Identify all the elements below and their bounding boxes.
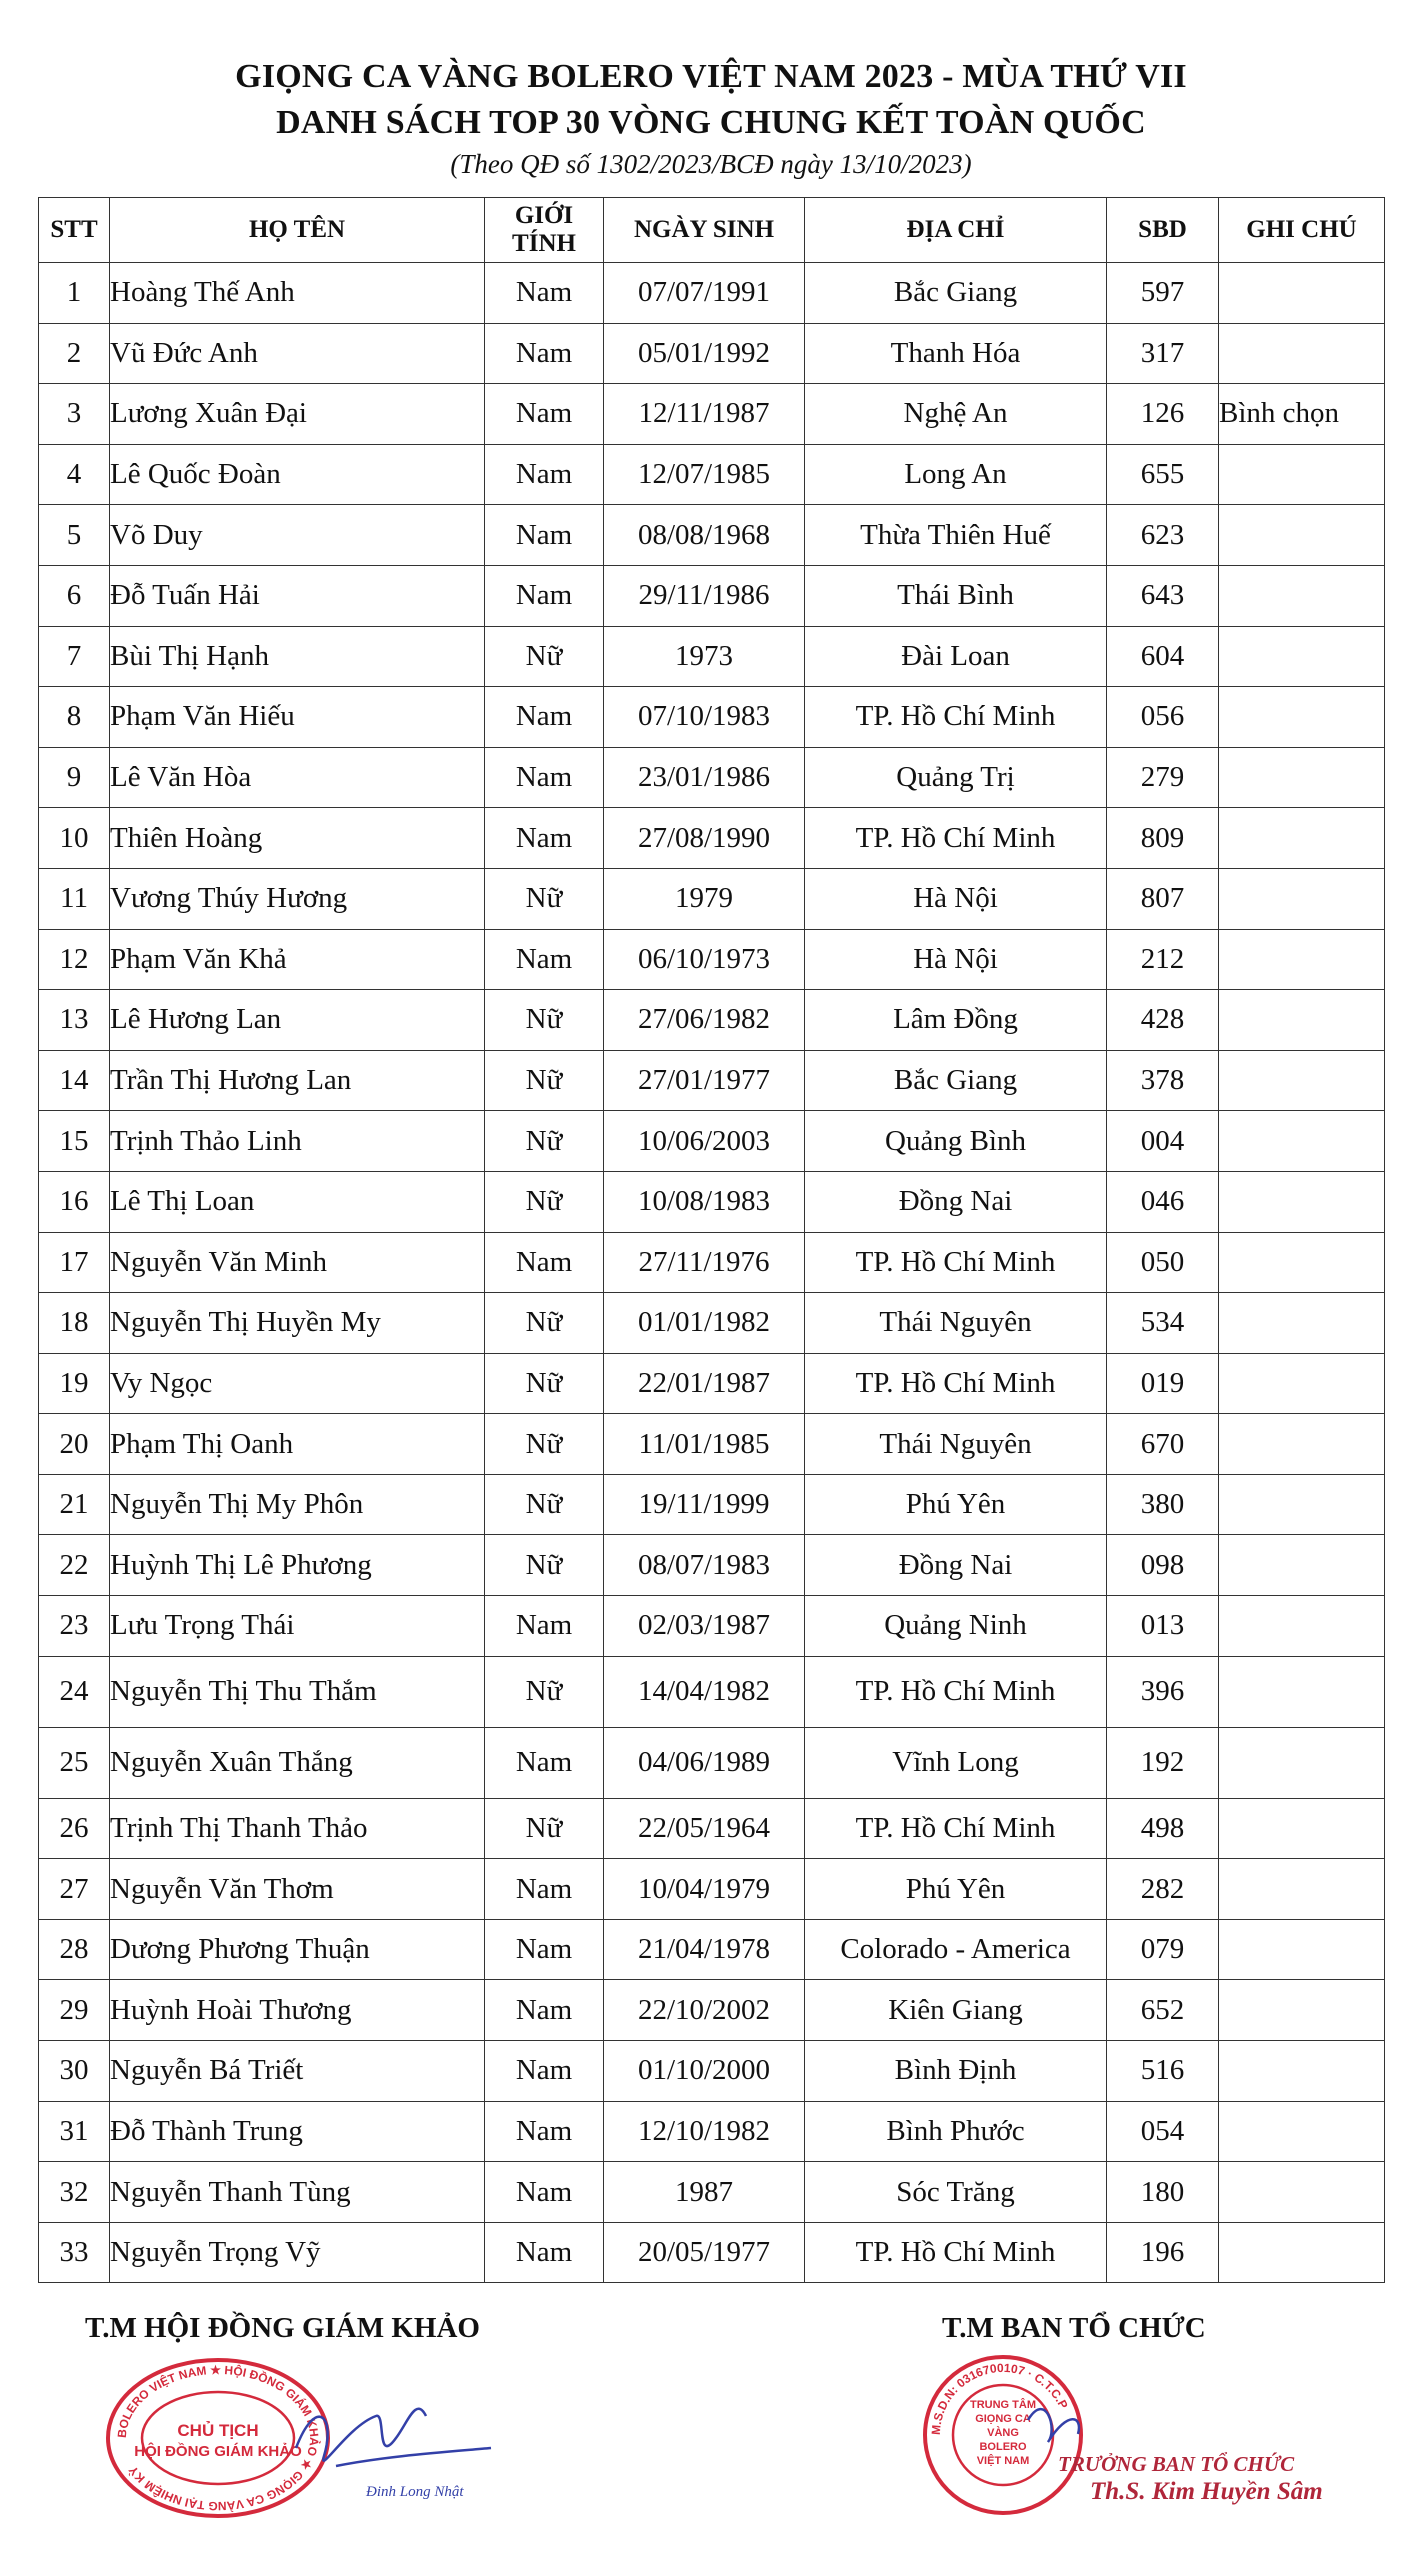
- table-row: [39, 1535, 1385, 1596]
- cell-sbd: 498: [1107, 1798, 1219, 1859]
- cell-name: Trần Thị Hương Lan: [110, 1050, 485, 1111]
- table-row: [39, 1414, 1385, 1475]
- cell-name: Đỗ Thành Trung: [110, 2101, 485, 2162]
- cell-name: Nguyễn Thị Huyền My: [110, 1293, 485, 1354]
- table-row: [39, 1293, 1385, 1354]
- cell-stt: 25: [39, 1727, 110, 1798]
- cell-dob: 20/05/1977: [604, 2222, 805, 2283]
- cell-stt: 10: [39, 808, 110, 869]
- cell-note: [1219, 1727, 1385, 1798]
- jury-seal-center-line2: HỘI ĐỒNG GIÁM KHẢO: [134, 2443, 302, 2460]
- cell-dob: 14/04/1982: [604, 1656, 805, 1727]
- cell-note: [1219, 1293, 1385, 1354]
- cell-sbd: 056: [1107, 687, 1219, 748]
- cell-note: [1219, 1919, 1385, 1980]
- cell-sbd: 643: [1107, 565, 1219, 626]
- column-header-stt: STT: [39, 198, 110, 263]
- cell-sbd: 623: [1107, 505, 1219, 566]
- cell-name: Nguyễn Trọng Vỹ: [110, 2222, 485, 2283]
- cell-note: Bình chọn: [1219, 384, 1385, 445]
- cell-dob: 21/04/1978: [604, 1919, 805, 1980]
- cell-stt: 5: [39, 505, 110, 566]
- cell-dob: 22/10/2002: [604, 1980, 805, 2041]
- cell-name: Bùi Thị Hạnh: [110, 626, 485, 687]
- cell-stt: 1: [39, 263, 110, 324]
- cell-stt: 8: [39, 687, 110, 748]
- column-header-sbd: SBD: [1107, 198, 1219, 263]
- cell-gender: Nam: [485, 2222, 604, 2283]
- cell-dob: 02/03/1987: [604, 1596, 805, 1657]
- table-row: [39, 2222, 1385, 2283]
- cell-note: [1219, 868, 1385, 929]
- column-header-note: GHI CHÚ: [1219, 198, 1385, 263]
- cell-stt: 21: [39, 1474, 110, 1535]
- cell-address: Đồng Nai: [805, 1535, 1107, 1596]
- table-row: [39, 1596, 1385, 1657]
- cell-dob: 12/11/1987: [604, 384, 805, 445]
- document-subtitle-list: DANH SÁCH TOP 30 VÒNG CHUNG KẾT TOÀN QUỐC: [276, 104, 1146, 141]
- cell-name: Dương Phương Thuận: [110, 1919, 485, 1980]
- table-row: [39, 505, 1385, 566]
- table-row: [39, 1859, 1385, 1920]
- cell-address: Bắc Giang: [805, 263, 1107, 324]
- cell-dob: 1979: [604, 868, 805, 929]
- cell-sbd: 212: [1107, 929, 1219, 990]
- jury-seal-ring-text: BOLERO VIỆT NAM ★ HỘI ĐỒNG GIÁM KHẢO ★ GIỌNG CA VÀNG TẠI NHIỆM KỲ: [114, 2362, 322, 2514]
- organizer-seal-center-line: VIỆT NAM: [976, 2455, 1030, 2467]
- jury-signature-caption: Đinh Long Nhật: [366, 2484, 464, 2500]
- cell-gender: Nam: [485, 1980, 604, 2041]
- cell-dob: 07/10/1983: [604, 687, 805, 748]
- table-row: [39, 2041, 1385, 2102]
- cell-gender: Nữ: [485, 1656, 604, 1727]
- cell-gender: Nam: [485, 2162, 604, 2223]
- cell-stt: 4: [39, 444, 110, 505]
- cell-address: TP. Hồ Chí Minh: [805, 1656, 1107, 1727]
- cell-name: Huỳnh Thị Lê Phương: [110, 1535, 485, 1596]
- cell-gender: Nam: [485, 929, 604, 990]
- cell-sbd: 380: [1107, 1474, 1219, 1535]
- organizer-signer-name: Th.S. Kim Huyền Sâm: [1090, 2478, 1323, 2505]
- cell-name: Lê Hương Lan: [110, 990, 485, 1051]
- column-header-name: HỌ TÊN: [110, 198, 485, 263]
- cell-dob: 06/10/1973: [604, 929, 805, 990]
- cell-name: Lưu Trọng Thái: [110, 1596, 485, 1657]
- cell-stt: 15: [39, 1111, 110, 1172]
- cell-note: [1219, 1414, 1385, 1475]
- cell-gender: Nam: [485, 2041, 604, 2102]
- cell-note: [1219, 1535, 1385, 1596]
- cell-gender: Nam: [485, 323, 604, 384]
- cell-name: Vũ Đức Anh: [110, 323, 485, 384]
- cell-sbd: 670: [1107, 1414, 1219, 1475]
- cell-stt: 18: [39, 1293, 110, 1354]
- cell-gender: Nam: [485, 1859, 604, 1920]
- cell-sbd: 019: [1107, 1353, 1219, 1414]
- cell-dob: 10/08/1983: [604, 1171, 805, 1232]
- cell-sbd: 126: [1107, 384, 1219, 445]
- table-row: [39, 2101, 1385, 2162]
- cell-dob: 23/01/1986: [604, 747, 805, 808]
- cell-note: [1219, 1798, 1385, 1859]
- cell-stt: 26: [39, 1798, 110, 1859]
- contestant-table: [38, 197, 1385, 2283]
- cell-gender: Nữ: [485, 1798, 604, 1859]
- column-header-address: ĐỊA CHỈ: [805, 198, 1107, 263]
- cell-dob: 11/01/1985: [604, 1414, 805, 1475]
- cell-note: [1219, 1980, 1385, 2041]
- cell-sbd: 004: [1107, 1111, 1219, 1172]
- cell-gender: Nữ: [485, 1474, 604, 1535]
- jury-seal-stamp: [86, 2356, 506, 2526]
- cell-name: Phạm Văn Khả: [110, 929, 485, 990]
- cell-address: Phú Yên: [805, 1859, 1107, 1920]
- table-row: [39, 687, 1385, 748]
- cell-dob: 22/05/1964: [604, 1798, 805, 1859]
- cell-note: [1219, 2041, 1385, 2102]
- cell-gender: Nữ: [485, 1050, 604, 1111]
- cell-stt: 2: [39, 323, 110, 384]
- cell-note: [1219, 687, 1385, 748]
- cell-gender: Nữ: [485, 990, 604, 1051]
- cell-stt: 13: [39, 990, 110, 1051]
- column-header-gender: [485, 198, 604, 263]
- cell-stt: 12: [39, 929, 110, 990]
- cell-gender: Nam: [485, 808, 604, 869]
- cell-note: [1219, 1859, 1385, 1920]
- cell-address: Kiên Giang: [805, 1980, 1107, 2041]
- decision-reference: (Theo QĐ số 1302/2023/BCĐ ngày 13/10/2023): [450, 149, 972, 179]
- cell-address: Lâm Đồng: [805, 990, 1107, 1051]
- cell-name: Lương Xuân Đại: [110, 384, 485, 445]
- cell-stt: 17: [39, 1232, 110, 1293]
- cell-dob: 27/01/1977: [604, 1050, 805, 1111]
- cell-name: Nguyễn Xuân Thắng: [110, 1727, 485, 1798]
- cell-stt: 3: [39, 384, 110, 445]
- table-header-row: [39, 198, 1385, 263]
- cell-gender: Nữ: [485, 1414, 604, 1475]
- cell-gender: Nam: [485, 1596, 604, 1657]
- cell-gender: Nữ: [485, 1293, 604, 1354]
- cell-address: Thừa Thiên Huế: [805, 505, 1107, 566]
- cell-note: [1219, 505, 1385, 566]
- cell-stt: 16: [39, 1171, 110, 1232]
- cell-sbd: 807: [1107, 868, 1219, 929]
- table-row: [39, 626, 1385, 687]
- cell-dob: 07/07/1991: [604, 263, 805, 324]
- table-row: [39, 929, 1385, 990]
- cell-dob: 27/08/1990: [604, 808, 805, 869]
- table-row: [39, 1474, 1385, 1535]
- cell-gender: Nữ: [485, 1111, 604, 1172]
- cell-dob: 27/06/1982: [604, 990, 805, 1051]
- cell-gender: Nam: [485, 1232, 604, 1293]
- cell-dob: 01/01/1982: [604, 1293, 805, 1354]
- cell-sbd: 652: [1107, 1980, 1219, 2041]
- cell-address: Hà Nội: [805, 929, 1107, 990]
- cell-dob: 19/11/1999: [604, 1474, 805, 1535]
- cell-name: Thiên Hoàng: [110, 808, 485, 869]
- cell-stt: 9: [39, 747, 110, 808]
- cell-address: Quảng Ninh: [805, 1596, 1107, 1657]
- cell-gender: Nữ: [485, 626, 604, 687]
- cell-stt: 19: [39, 1353, 110, 1414]
- cell-note: [1219, 323, 1385, 384]
- cell-name: Trịnh Thảo Linh: [110, 1111, 485, 1172]
- cell-name: Võ Duy: [110, 505, 485, 566]
- cell-note: [1219, 2222, 1385, 2283]
- cell-name: Nguyễn Thị My Phôn: [110, 1474, 485, 1535]
- cell-name: Lê Thị Loan: [110, 1171, 485, 1232]
- cell-address: TP. Hồ Chí Minh: [805, 2222, 1107, 2283]
- cell-name: Trịnh Thị Thanh Thảo: [110, 1798, 485, 1859]
- cell-stt: 20: [39, 1414, 110, 1475]
- cell-dob: 1973: [604, 626, 805, 687]
- table-row: [39, 1171, 1385, 1232]
- cell-address: Sóc Trăng: [805, 2162, 1107, 2223]
- cell-dob: 08/08/1968: [604, 505, 805, 566]
- table-row: [39, 1919, 1385, 1980]
- cell-address: Quảng Trị: [805, 747, 1107, 808]
- cell-sbd: 054: [1107, 2101, 1219, 2162]
- cell-name: Nguyễn Văn Minh: [110, 1232, 485, 1293]
- cell-sbd: 396: [1107, 1656, 1219, 1727]
- table-row: [39, 263, 1385, 324]
- cell-name: Nguyễn Thanh Tùng: [110, 2162, 485, 2223]
- cell-address: Bình Định: [805, 2041, 1107, 2102]
- cell-stt: 29: [39, 1980, 110, 2041]
- cell-sbd: 516: [1107, 2041, 1219, 2102]
- cell-sbd: 013: [1107, 1596, 1219, 1657]
- cell-address: Quảng Bình: [805, 1111, 1107, 1172]
- table-row: [39, 1980, 1385, 2041]
- cell-address: Thái Nguyên: [805, 1293, 1107, 1354]
- cell-stt: 23: [39, 1596, 110, 1657]
- cell-note: [1219, 263, 1385, 324]
- cell-address: Bình Phước: [805, 2101, 1107, 2162]
- cell-dob: 05/01/1992: [604, 323, 805, 384]
- cell-name: Lê Quốc Đoàn: [110, 444, 485, 505]
- cell-note: [1219, 626, 1385, 687]
- cell-sbd: 604: [1107, 626, 1219, 687]
- cell-address: TP. Hồ Chí Minh: [805, 687, 1107, 748]
- cell-gender: Nữ: [485, 1171, 604, 1232]
- cell-sbd: 079: [1107, 1919, 1219, 1980]
- cell-note: [1219, 1111, 1385, 1172]
- table-row: [39, 1798, 1385, 1859]
- cell-note: [1219, 929, 1385, 990]
- cell-dob: 10/06/2003: [604, 1111, 805, 1172]
- table-row: [39, 990, 1385, 1051]
- table-row: [39, 1656, 1385, 1727]
- cell-note: [1219, 1353, 1385, 1414]
- cell-dob: 22/01/1987: [604, 1353, 805, 1414]
- cell-name: Lê Văn Hòa: [110, 747, 485, 808]
- document-title: GIỌNG CA VÀNG BOLERO VIỆT NAM 2023 - MÙA THỨ VII: [235, 58, 1187, 95]
- organizer-seal-center: [970, 2398, 1036, 2467]
- cell-note: [1219, 1232, 1385, 1293]
- cell-address: TP. Hồ Chí Minh: [805, 1232, 1107, 1293]
- organizer-signature-title: T.M BAN TỔ CHỨC: [942, 2312, 1206, 2344]
- cell-sbd: 050: [1107, 1232, 1219, 1293]
- cell-address: Phú Yên: [805, 1474, 1107, 1535]
- cell-stt: 32: [39, 2162, 110, 2223]
- table-row: [39, 747, 1385, 808]
- cell-address: TP. Hồ Chí Minh: [805, 1798, 1107, 1859]
- cell-note: [1219, 444, 1385, 505]
- cell-sbd: 428: [1107, 990, 1219, 1051]
- cell-sbd: 196: [1107, 2222, 1219, 2283]
- column-header-gender-label: GIỚI TÍNH: [512, 202, 576, 257]
- cell-note: [1219, 565, 1385, 626]
- cell-sbd: 046: [1107, 1171, 1219, 1232]
- table-row: [39, 868, 1385, 929]
- cell-name: Hoàng Thế Anh: [110, 263, 485, 324]
- cell-address: Vĩnh Long: [805, 1727, 1107, 1798]
- cell-gender: Nữ: [485, 868, 604, 929]
- cell-note: [1219, 2101, 1385, 2162]
- cell-note: [1219, 1050, 1385, 1111]
- cell-name: Nguyễn Văn Thơm: [110, 1859, 485, 1920]
- cell-sbd: 655: [1107, 444, 1219, 505]
- cell-address: Đài Loan: [805, 626, 1107, 687]
- cell-name: Đỗ Tuấn Hải: [110, 565, 485, 626]
- cell-sbd: 282: [1107, 1859, 1219, 1920]
- cell-gender: Nam: [485, 687, 604, 748]
- cell-address: Thái Nguyên: [805, 1414, 1107, 1475]
- cell-address: Bắc Giang: [805, 1050, 1107, 1111]
- cell-stt: 31: [39, 2101, 110, 2162]
- cell-stt: 30: [39, 2041, 110, 2102]
- cell-name: Phạm Thị Oanh: [110, 1414, 485, 1475]
- cell-gender: Nam: [485, 263, 604, 324]
- cell-address: Colorado - America: [805, 1919, 1107, 1980]
- cell-dob: 01/10/2000: [604, 2041, 805, 2102]
- cell-gender: Nữ: [485, 1535, 604, 1596]
- cell-dob: 10/04/1979: [604, 1859, 805, 1920]
- cell-sbd: 597: [1107, 263, 1219, 324]
- cell-stt: 24: [39, 1656, 110, 1727]
- cell-address: Thanh Hóa: [805, 323, 1107, 384]
- cell-address: Thái Bình: [805, 565, 1107, 626]
- cell-note: [1219, 1596, 1385, 1657]
- organizer-seal-center-line: GIỌNG CA: [975, 2413, 1031, 2425]
- table-row: [39, 1111, 1385, 1172]
- cell-gender: Nam: [485, 1727, 604, 1798]
- cell-note: [1219, 1474, 1385, 1535]
- document-header: [0, 54, 1422, 182]
- cell-name: Huỳnh Hoài Thương: [110, 1980, 485, 2041]
- cell-note: [1219, 1656, 1385, 1727]
- table-row: [39, 1232, 1385, 1293]
- cell-note: [1219, 1171, 1385, 1232]
- table-row: [39, 384, 1385, 445]
- cell-dob: 12/07/1985: [604, 444, 805, 505]
- cell-name: Phạm Văn Hiếu: [110, 687, 485, 748]
- cell-note: [1219, 747, 1385, 808]
- cell-sbd: 279: [1107, 747, 1219, 808]
- cell-sbd: 098: [1107, 1535, 1219, 1596]
- cell-gender: Nam: [485, 384, 604, 445]
- cell-gender: Nam: [485, 747, 604, 808]
- cell-sbd: 809: [1107, 808, 1219, 869]
- cell-dob: 29/11/1986: [604, 565, 805, 626]
- organizer-seal-center-line: TRUNG TÂM: [970, 2399, 1036, 2411]
- cell-address: Đồng Nai: [805, 1171, 1107, 1232]
- cell-stt: 11: [39, 868, 110, 929]
- cell-stt: 28: [39, 1919, 110, 1980]
- cell-stt: 14: [39, 1050, 110, 1111]
- organizer-seal-center-line: VÀNG: [987, 2427, 1019, 2439]
- cell-address: TP. Hồ Chí Minh: [805, 808, 1107, 869]
- cell-sbd: 378: [1107, 1050, 1219, 1111]
- cell-gender: Nam: [485, 565, 604, 626]
- cell-sbd: 192: [1107, 1727, 1219, 1798]
- table-row: [39, 1727, 1385, 1798]
- jury-seal-center-line1: CHỦ TỊCH: [177, 2421, 259, 2440]
- table-row: [39, 1050, 1385, 1111]
- organizer-seal-center-line: BOLERO: [979, 2441, 1027, 2453]
- cell-dob: 12/10/1982: [604, 2101, 805, 2162]
- table-row: [39, 323, 1385, 384]
- organizer-seal-stamp: [918, 2350, 1088, 2520]
- cell-gender: Nam: [485, 2101, 604, 2162]
- cell-note: [1219, 2162, 1385, 2223]
- cell-address: Long An: [805, 444, 1107, 505]
- organizer-seal-ring-text: M.S.D.N: 0316700107 · C.T.C.P: [928, 2360, 1071, 2436]
- cell-dob: 08/07/1983: [604, 1535, 805, 1596]
- jury-signature-title: T.M HỘI ĐỒNG GIÁM KHẢO: [85, 2312, 480, 2344]
- cell-name: Vy Ngọc: [110, 1353, 485, 1414]
- cell-stt: 27: [39, 1859, 110, 1920]
- table-row: [39, 565, 1385, 626]
- cell-note: [1219, 808, 1385, 869]
- cell-dob: 04/06/1989: [604, 1727, 805, 1798]
- cell-gender: Nam: [485, 505, 604, 566]
- cell-stt: 6: [39, 565, 110, 626]
- cell-address: TP. Hồ Chí Minh: [805, 1353, 1107, 1414]
- cell-sbd: 180: [1107, 2162, 1219, 2223]
- cell-name: Nguyễn Thị Thu Thắm: [110, 1656, 485, 1727]
- cell-note: [1219, 990, 1385, 1051]
- cell-gender: Nam: [485, 1919, 604, 1980]
- cell-stt: 33: [39, 2222, 110, 2283]
- cell-dob: 1987: [604, 2162, 805, 2223]
- column-header-dob: NGÀY SINH: [604, 198, 805, 263]
- table-row: [39, 444, 1385, 505]
- cell-gender: Nam: [485, 444, 604, 505]
- cell-name: Nguyễn Bá Triết: [110, 2041, 485, 2102]
- cell-dob: 27/11/1976: [604, 1232, 805, 1293]
- cell-stt: 22: [39, 1535, 110, 1596]
- cell-address: Nghệ An: [805, 384, 1107, 445]
- table-row: [39, 808, 1385, 869]
- cell-stt: 7: [39, 626, 110, 687]
- organizer-signer-title: TRƯỞNG BAN TỔ CHỨC: [1058, 2452, 1295, 2476]
- table-row: [39, 1353, 1385, 1414]
- cell-name: Vương Thúy Hương: [110, 868, 485, 929]
- table-row: [39, 2162, 1385, 2223]
- cell-sbd: 317: [1107, 323, 1219, 384]
- cell-address: Hà Nội: [805, 868, 1107, 929]
- cell-gender: Nữ: [485, 1353, 604, 1414]
- cell-sbd: 534: [1107, 1293, 1219, 1354]
